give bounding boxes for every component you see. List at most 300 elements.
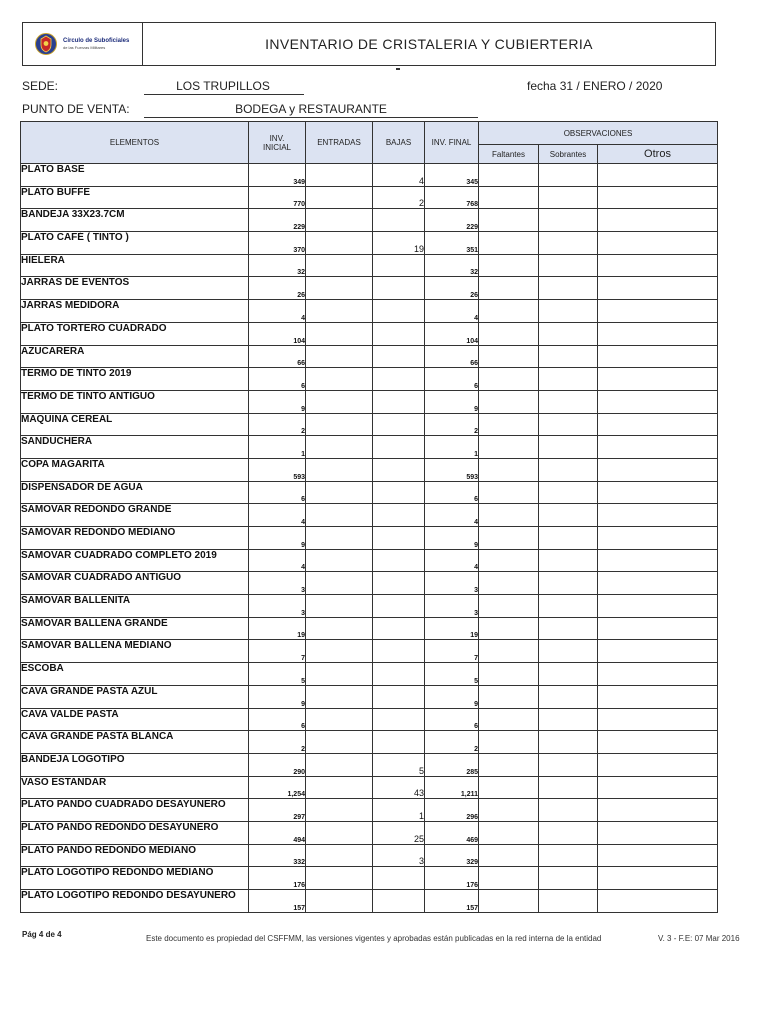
cell-otros [598, 549, 718, 572]
cell-bajas [373, 368, 425, 391]
cell-otros [598, 821, 718, 844]
cell-faltantes [479, 731, 539, 754]
cell-otros [598, 232, 718, 255]
cell-name: JARRAS MEDIDORA [21, 300, 249, 323]
cell-bajas [373, 572, 425, 595]
cell-otros [598, 164, 718, 187]
logo-line-1: Círculo de Suboficiales [63, 38, 130, 44]
header-otros: Otros [598, 145, 718, 164]
cell-sobrantes [539, 209, 598, 232]
cell-bajas [373, 481, 425, 504]
cell-sobrantes [539, 390, 598, 413]
cell-entradas [306, 413, 373, 436]
cell-faltantes [479, 504, 539, 527]
cell-inicial: 2 [249, 413, 306, 436]
table-row [21, 685, 718, 708]
table-row [21, 663, 718, 686]
cell-name: VASO ESTANDAR [21, 776, 249, 799]
table-row [21, 527, 718, 550]
cell-entradas [306, 821, 373, 844]
header-inv-inicial-line1: INV. [269, 133, 285, 143]
cell-bajas: 19 [373, 232, 425, 255]
cell-faltantes [479, 549, 539, 572]
table-row [21, 844, 718, 867]
cell-name: PLATO LOGOTIPO REDONDO MEDIANO [21, 867, 249, 890]
fecha-text: fecha 31 / ENERO / 2020 [527, 79, 663, 93]
cell-final: 6 [425, 708, 479, 731]
cell-final: 285 [425, 753, 479, 776]
cell-inicial: 229 [249, 209, 306, 232]
cell-sobrantes [539, 595, 598, 618]
cell-final: 7 [425, 640, 479, 663]
cell-name: PLATO PANDO REDONDO DESAYUNERO [21, 821, 249, 844]
cell-otros [598, 595, 718, 618]
cell-otros [598, 708, 718, 731]
cell-inicial: 1 [249, 436, 306, 459]
cell-final: 66 [425, 345, 479, 368]
table-row [21, 390, 718, 413]
cell-final: 768 [425, 186, 479, 209]
cell-inicial: 26 [249, 277, 306, 300]
cell-entradas [306, 685, 373, 708]
cell-entradas [306, 753, 373, 776]
cell-inicial: 332 [249, 844, 306, 867]
cell-final: 3 [425, 572, 479, 595]
cell-final: 9 [425, 390, 479, 413]
table-row [21, 345, 718, 368]
cell-final: 5 [425, 663, 479, 686]
cell-entradas [306, 232, 373, 255]
cell-inicial: 2 [249, 731, 306, 754]
punto-venta-label: PUNTO DE VENTA: [22, 102, 130, 116]
cell-entradas [306, 300, 373, 323]
cell-entradas [306, 640, 373, 663]
cell-sobrantes [539, 504, 598, 527]
cell-inicial: 176 [249, 867, 306, 890]
cell-faltantes [479, 300, 539, 323]
cell-bajas [373, 277, 425, 300]
cell-name: TERMO DE TINTO 2019 [21, 368, 249, 391]
cell-sobrantes [539, 277, 598, 300]
cell-final: 6 [425, 368, 479, 391]
cell-name: HIELERA [21, 254, 249, 277]
cell-entradas [306, 481, 373, 504]
cell-sobrantes [539, 708, 598, 731]
cell-otros [598, 799, 718, 822]
cell-entradas [306, 572, 373, 595]
table-row [21, 368, 718, 391]
cell-name: AZUCARERA [21, 345, 249, 368]
cell-name: PLATO LOGOTIPO REDONDO DESAYUNERO [21, 890, 249, 913]
cell-bajas [373, 504, 425, 527]
cell-name: DISPENSADOR DE AGUA [21, 481, 249, 504]
cell-name: SAMOVAR REDONDO MEDIANO [21, 527, 249, 550]
cell-name: SAMOVAR BALLENA GRANDE [21, 617, 249, 640]
cell-faltantes [479, 368, 539, 391]
cell-final: 469 [425, 821, 479, 844]
cell-otros [598, 390, 718, 413]
cell-sobrantes [539, 527, 598, 550]
cell-bajas [373, 617, 425, 640]
cell-inicial: 6 [249, 708, 306, 731]
cell-name: TERMO DE TINTO ANTIGUO [21, 390, 249, 413]
cell-final: 32 [425, 254, 479, 277]
cell-bajas [373, 867, 425, 890]
cell-sobrantes [539, 617, 598, 640]
cell-name: CAVA GRANDE PASTA AZUL [21, 685, 249, 708]
cell-entradas [306, 867, 373, 890]
cell-faltantes [479, 799, 539, 822]
cell-bajas: 3 [373, 844, 425, 867]
cell-otros [598, 322, 718, 345]
cell-bajas [373, 345, 425, 368]
cell-entradas [306, 731, 373, 754]
cell-entradas [306, 617, 373, 640]
cell-entradas [306, 549, 373, 572]
cell-sobrantes [539, 640, 598, 663]
cell-final: 4 [425, 504, 479, 527]
cell-final: 9 [425, 527, 479, 550]
cell-sobrantes [539, 413, 598, 436]
sede-value: LOS TRUPILLOS [176, 79, 270, 93]
cell-otros [598, 436, 718, 459]
cell-name: CAVA VALDE PASTA [21, 708, 249, 731]
cell-sobrantes [539, 821, 598, 844]
cell-final: 6 [425, 481, 479, 504]
cell-name: PLATO BASE [21, 164, 249, 187]
cell-name: CAVA GRANDE PASTA BLANCA [21, 731, 249, 754]
table-row [21, 799, 718, 822]
cell-bajas [373, 436, 425, 459]
table-row [21, 821, 718, 844]
cell-otros [598, 640, 718, 663]
table-row [21, 186, 718, 209]
cell-otros [598, 300, 718, 323]
cell-faltantes [479, 844, 539, 867]
cell-final: 19 [425, 617, 479, 640]
cell-inicial: 4 [249, 549, 306, 572]
cell-final: 157 [425, 890, 479, 913]
cell-otros [598, 527, 718, 550]
header-inv-inicial-line2: INICIAL [262, 142, 291, 152]
cell-sobrantes [539, 549, 598, 572]
cell-sobrantes [539, 753, 598, 776]
cell-final: 296 [425, 799, 479, 822]
cell-entradas [306, 458, 373, 481]
table-row [21, 617, 718, 640]
cell-final: 4 [425, 300, 479, 323]
cell-faltantes [479, 436, 539, 459]
cell-sobrantes [539, 731, 598, 754]
table-row [21, 572, 718, 595]
cell-name: ESCOBA [21, 663, 249, 686]
cell-final: 2 [425, 731, 479, 754]
cell-otros [598, 753, 718, 776]
table-row [21, 254, 718, 277]
cell-otros [598, 685, 718, 708]
header-inv-inicial [249, 122, 306, 164]
cell-sobrantes [539, 799, 598, 822]
document-title: INVENTARIO DE CRISTALERIA Y CUBIERTERIA [265, 36, 593, 52]
cell-entradas [306, 708, 373, 731]
table-row [21, 458, 718, 481]
cell-name: SAMOVAR BALLENITA [21, 595, 249, 618]
cell-sobrantes [539, 776, 598, 799]
page-number: Pág 4 de 4 [22, 930, 62, 939]
cell-sobrantes [539, 458, 598, 481]
cell-faltantes [479, 254, 539, 277]
cell-bajas [373, 413, 425, 436]
cell-faltantes [479, 527, 539, 550]
cell-otros [598, 731, 718, 754]
cell-otros [598, 844, 718, 867]
cell-inicial: 370 [249, 232, 306, 255]
cell-bajas [373, 209, 425, 232]
cell-bajas [373, 527, 425, 550]
cell-faltantes [479, 322, 539, 345]
table-row [21, 504, 718, 527]
cell-sobrantes [539, 844, 598, 867]
cell-inicial: 494 [249, 821, 306, 844]
header-entradas: ENTRADAS [306, 122, 373, 164]
cell-inicial: 3 [249, 595, 306, 618]
table-row [21, 322, 718, 345]
cell-bajas: 4 [373, 164, 425, 187]
cell-sobrantes [539, 254, 598, 277]
cell-sobrantes [539, 890, 598, 913]
cell-final: 593 [425, 458, 479, 481]
cell-otros [598, 867, 718, 890]
cell-inicial: 9 [249, 390, 306, 413]
cell-sobrantes [539, 685, 598, 708]
cell-otros [598, 890, 718, 913]
cell-faltantes [479, 753, 539, 776]
footer-note: Este documento es propiedad del CSFFMM, las versiones vigentes y aprobadas están publicadas en la red interna de la entidad [146, 934, 602, 943]
cell-bajas [373, 890, 425, 913]
cell-final: 345 [425, 164, 479, 187]
cell-final: 351 [425, 232, 479, 255]
table-row [21, 595, 718, 618]
cell-sobrantes [539, 867, 598, 890]
cell-faltantes [479, 458, 539, 481]
cell-inicial: 66 [249, 345, 306, 368]
cell-final: 176 [425, 867, 479, 890]
cell-faltantes [479, 413, 539, 436]
cell-inicial: 5 [249, 663, 306, 686]
punto-venta-underline [144, 117, 478, 118]
cell-faltantes [479, 640, 539, 663]
cell-name: SAMOVAR CUADRADO ANTIGUO [21, 572, 249, 595]
cell-otros [598, 368, 718, 391]
cell-name: PLATO TORTERO CUADRADO [21, 322, 249, 345]
table-row [21, 413, 718, 436]
cell-inicial: 6 [249, 368, 306, 391]
cell-faltantes [479, 821, 539, 844]
table-row [21, 232, 718, 255]
table-row [21, 436, 718, 459]
cell-final: 9 [425, 685, 479, 708]
cell-bajas [373, 322, 425, 345]
cell-otros [598, 254, 718, 277]
cell-name: PLATO PANDO REDONDO MEDIANO [21, 844, 249, 867]
cell-bajas [373, 663, 425, 686]
cell-final: 1,211 [425, 776, 479, 799]
document-header [22, 22, 716, 66]
cell-entradas [306, 277, 373, 300]
cell-bajas: 2 [373, 186, 425, 209]
cell-bajas [373, 390, 425, 413]
table-row [21, 776, 718, 799]
table-row [21, 300, 718, 323]
cell-inicial: 593 [249, 458, 306, 481]
cell-inicial: 7 [249, 640, 306, 663]
cell-inicial: 4 [249, 504, 306, 527]
header-faltantes: Faltantes [479, 145, 539, 164]
logo-line-2: de las Fuerzas Militares [63, 45, 106, 50]
cell-entradas [306, 164, 373, 187]
cell-faltantes [479, 572, 539, 595]
table-row [21, 890, 718, 913]
cell-inicial: 157 [249, 890, 306, 913]
cell-final: 104 [425, 322, 479, 345]
cell-final: 229 [425, 209, 479, 232]
cell-sobrantes [539, 368, 598, 391]
cell-faltantes [479, 663, 539, 686]
table-row [21, 640, 718, 663]
cell-otros [598, 481, 718, 504]
cell-final: 4 [425, 549, 479, 572]
cell-name: JARRAS DE EVENTOS [21, 277, 249, 300]
cell-faltantes [479, 390, 539, 413]
logo [23, 23, 143, 65]
cell-sobrantes [539, 663, 598, 686]
cell-faltantes [479, 186, 539, 209]
document-version: V. 3 - F.E: 07 Mar 2016 [658, 934, 740, 943]
cell-otros [598, 209, 718, 232]
table-row [21, 164, 718, 187]
cell-sobrantes [539, 322, 598, 345]
cell-otros [598, 776, 718, 799]
cell-entradas [306, 799, 373, 822]
cell-otros [598, 617, 718, 640]
cell-inicial: 9 [249, 527, 306, 550]
cell-name: PLATO PANDO CUADRADO DESAYUNERO [21, 799, 249, 822]
cell-entradas [306, 776, 373, 799]
header-sobrantes: Sobrantes [539, 145, 598, 164]
cell-otros [598, 572, 718, 595]
table-row [21, 708, 718, 731]
cell-name: SAMOVAR BALLENA MEDIANO [21, 640, 249, 663]
cell-sobrantes [539, 572, 598, 595]
header-inv-final: INV. FINAL [425, 122, 479, 164]
cell-faltantes [479, 685, 539, 708]
cell-sobrantes [539, 300, 598, 323]
cell-sobrantes [539, 481, 598, 504]
inventory-table-body [21, 164, 718, 913]
cell-bajas [373, 458, 425, 481]
table-row [21, 731, 718, 754]
cell-bajas [373, 300, 425, 323]
cell-bajas: 25 [373, 821, 425, 844]
shield-logo-icon [35, 31, 57, 57]
cell-name: BANDEJA 33X23.7CM [21, 209, 249, 232]
cell-bajas [373, 708, 425, 731]
cell-inicial: 104 [249, 322, 306, 345]
cell-otros [598, 277, 718, 300]
cell-faltantes [479, 481, 539, 504]
sede-underline [144, 94, 304, 95]
cell-inicial: 349 [249, 164, 306, 187]
cell-otros [598, 458, 718, 481]
cell-entradas [306, 390, 373, 413]
cell-faltantes [479, 776, 539, 799]
cell-entradas [306, 504, 373, 527]
cell-faltantes [479, 595, 539, 618]
cell-bajas [373, 254, 425, 277]
cell-faltantes [479, 232, 539, 255]
cell-inicial: 297 [249, 799, 306, 822]
cell-entradas [306, 254, 373, 277]
cell-entradas [306, 322, 373, 345]
cell-inicial: 1,254 [249, 776, 306, 799]
table-row [21, 209, 718, 232]
sede-label: SEDE: [22, 79, 59, 93]
cell-faltantes [479, 209, 539, 232]
cell-final: 329 [425, 844, 479, 867]
cell-sobrantes [539, 232, 598, 255]
cell-sobrantes [539, 345, 598, 368]
cell-inicial: 6 [249, 481, 306, 504]
cell-name: PLATO BUFFE [21, 186, 249, 209]
cell-entradas [306, 844, 373, 867]
cell-faltantes [479, 617, 539, 640]
logo-text [63, 38, 129, 50]
cell-sobrantes [539, 186, 598, 209]
cell-bajas: 1 [373, 799, 425, 822]
cell-otros [598, 413, 718, 436]
cell-inicial: 32 [249, 254, 306, 277]
cell-name: PLATO CAFÉ ( TINTO ) [21, 232, 249, 255]
header-tick-mark [396, 68, 400, 70]
cell-bajas [373, 685, 425, 708]
cell-entradas [306, 595, 373, 618]
cell-final: 26 [425, 277, 479, 300]
inventory-table [20, 121, 718, 913]
cell-name: COPA MAGARITA [21, 458, 249, 481]
cell-bajas [373, 595, 425, 618]
cell-inicial: 19 [249, 617, 306, 640]
cell-final: 2 [425, 413, 479, 436]
cell-sobrantes [539, 436, 598, 459]
cell-entradas [306, 527, 373, 550]
table-row [21, 867, 718, 890]
cell-entradas [306, 186, 373, 209]
cell-bajas [373, 640, 425, 663]
cell-inicial: 770 [249, 186, 306, 209]
cell-name: SAMOVAR CUADRADO COMPLETO 2019 [21, 549, 249, 572]
cell-entradas [306, 209, 373, 232]
table-row [21, 277, 718, 300]
cell-otros [598, 663, 718, 686]
cell-entradas [306, 890, 373, 913]
punto-venta-value: BODEGA y RESTAURANTE [235, 102, 387, 116]
cell-final: 3 [425, 595, 479, 618]
cell-inicial: 3 [249, 572, 306, 595]
header-observaciones: OBSERVACIONES [479, 122, 718, 145]
cell-faltantes [479, 345, 539, 368]
cell-entradas [306, 436, 373, 459]
cell-otros [598, 504, 718, 527]
